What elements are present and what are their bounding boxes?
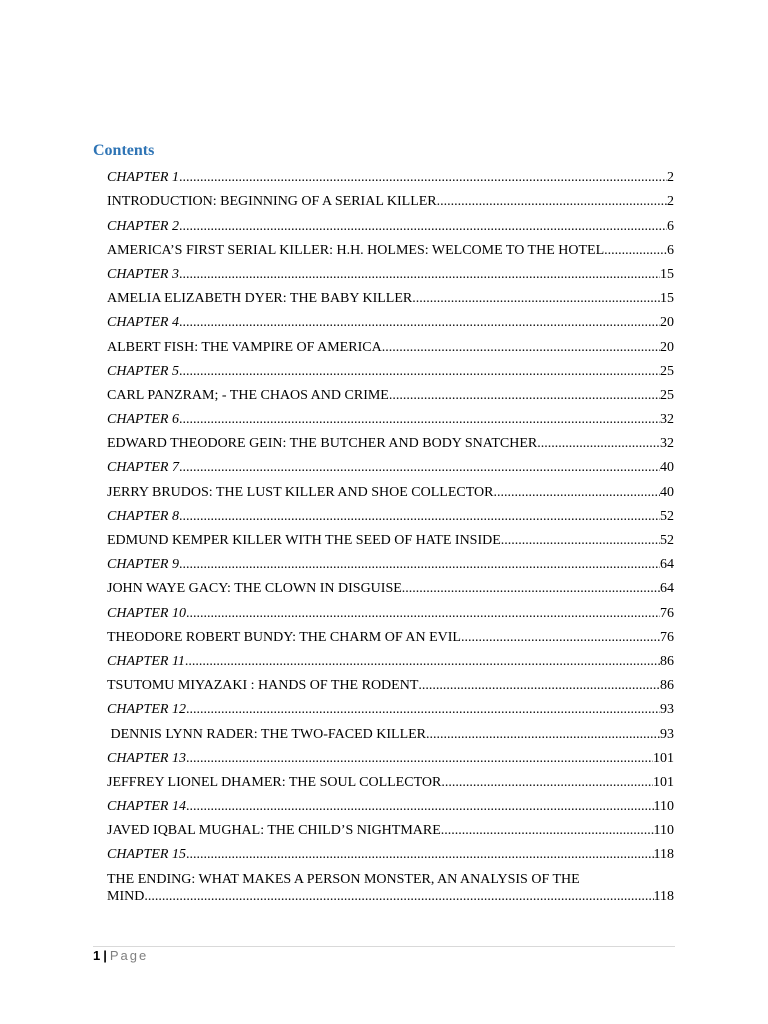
toc-leader-dots: [179, 170, 667, 186]
toc-leader-dots: [186, 799, 654, 815]
toc-leader-dots: [179, 315, 660, 331]
toc-entry-title: CHAPTER 4: [107, 315, 179, 331]
toc-entry-title: CARL PANZRAM; - THE CHAOS AND CRIME: [107, 387, 389, 403]
toc-leader-dots: [437, 194, 667, 210]
footer-page-number: 1: [93, 948, 101, 963]
toc-entry-title-line1: THE ENDING: WHAT MAKES A PERSON MONSTER, AN ANALYSIS OF THE: [107, 872, 580, 888]
toc-entry-page: 93: [660, 702, 674, 718]
toc-entry-title: AMERICA’S FIRST SERIAL KILLER: H.H. HOLMES: WELCOME TO THE HOTEL: [107, 242, 605, 258]
toc-entry-multiline[interactable]: [107, 863, 674, 905]
table-of-contents: [107, 162, 674, 905]
toc-entry[interactable]: [107, 646, 674, 670]
toc-entry[interactable]: [107, 501, 674, 525]
toc-entry-page: 32: [660, 412, 674, 428]
toc-entry[interactable]: [107, 694, 674, 718]
toc-entry-title: JEFFREY LIONEL DHAMER: THE SOUL COLLECTOR: [107, 774, 442, 790]
toc-entry-page: 86: [660, 678, 674, 694]
toc-entry-page: 101: [653, 750, 674, 766]
toc-entry[interactable]: [107, 791, 674, 815]
toc-entry-title: CHAPTER 3: [107, 266, 179, 282]
footer-separator: |: [103, 948, 107, 963]
toc-leader-dots: [186, 606, 660, 622]
toc-entry-page: 76: [660, 605, 674, 621]
toc-entry[interactable]: [107, 404, 674, 428]
toc-entry[interactable]: [107, 573, 674, 597]
toc-entry[interactable]: [107, 452, 674, 476]
toc-entry-title: CHAPTER 10: [107, 605, 186, 621]
toc-entry-title: JERRY BRUDOS: THE LUST KILLER AND SHOE COLLECTOR: [107, 484, 494, 500]
toc-entry[interactable]: [107, 815, 674, 839]
toc-leader-dots: [179, 509, 660, 525]
toc-entry[interactable]: [107, 476, 674, 500]
toc-entry-page: 25: [660, 363, 674, 379]
toc-entry-page: 15: [660, 291, 674, 307]
toc-leader-dots: [426, 727, 660, 743]
toc-entry-title: JAVED IQBAL MUGHAL: THE CHILD’S NIGHTMARE: [107, 823, 441, 839]
toc-entry-page: 118: [653, 889, 674, 905]
toc-entry-page: 118: [653, 847, 674, 863]
toc-entry[interactable]: [107, 597, 674, 621]
toc-leader-dots: [179, 364, 660, 380]
toc-entry[interactable]: [107, 235, 674, 259]
toc-entry[interactable]: [107, 767, 674, 791]
toc-entry[interactable]: [107, 210, 674, 234]
toc-entry[interactable]: [107, 307, 674, 331]
toc-entry-title: CHAPTER 13: [107, 750, 186, 766]
toc-entry-title: CHAPTER 1: [107, 170, 179, 186]
toc-entry[interactable]: [107, 380, 674, 404]
toc-entry-title: TSUTOMU MIYAZAKI : HANDS OF THE RODENT: [107, 678, 419, 694]
toc-entry-title: CHAPTER 12: [107, 702, 186, 718]
toc-entry-title-line2: MIND: [107, 889, 145, 905]
toc-leader-dots: [501, 533, 660, 549]
toc-entry-page: 25: [660, 387, 674, 403]
toc-entry[interactable]: [107, 428, 674, 452]
toc-entry-title: ALBERT FISH: THE VAMPIRE OF AMERICA: [107, 339, 382, 355]
toc-entry-page: 2: [667, 194, 674, 210]
toc-entry[interactable]: [107, 743, 674, 767]
toc-entry[interactable]: [107, 356, 674, 380]
toc-entry-title: DENNIS LYNN RADER: THE TWO-FACED KILLER: [107, 726, 427, 742]
toc-entry[interactable]: [107, 162, 674, 186]
toc-entry-title: CHAPTER 7: [107, 460, 179, 476]
toc-leader-dots: [144, 888, 653, 905]
toc-leader-dots: [382, 340, 660, 356]
toc-entry-page: 76: [660, 629, 674, 645]
toc-entry[interactable]: [107, 331, 674, 355]
toc-entry-title: AMELIA ELIZABETH DYER: THE BABY KILLER: [107, 291, 413, 307]
toc-entry-page: 2: [667, 170, 674, 186]
toc-leader-dots: [179, 412, 660, 428]
toc-entry-title: THEODORE ROBERT BUNDY: THE CHARM OF AN EVIL: [107, 629, 461, 645]
toc-leader-dots: [412, 291, 660, 307]
toc-leader-dots: [179, 460, 660, 476]
toc-entry-title: JOHN WAYE GACY: THE CLOWN IN DISGUISE: [107, 581, 402, 597]
toc-leader-dots: [389, 388, 660, 404]
toc-entry-title: CHAPTER 2: [107, 218, 179, 234]
toc-entry-page: 86: [660, 653, 674, 669]
toc-leader-dots: [493, 485, 660, 501]
page-footer: [93, 948, 148, 964]
toc-entry-title: CHAPTER 9: [107, 557, 179, 573]
toc-leader-dots: [185, 654, 660, 670]
toc-leader-dots: [179, 219, 667, 235]
toc-entry-title: EDMUND KEMPER KILLER WITH THE SEED OF HATE INSIDE: [107, 533, 501, 548]
toc-leader-dots: [441, 823, 654, 839]
toc-entry-page: 40: [660, 484, 674, 500]
toc-leader-dots: [179, 267, 660, 283]
toc-entry-title: CHAPTER 11: [107, 653, 185, 669]
toc-entry[interactable]: [107, 718, 674, 742]
toc-entry-page: 101: [653, 774, 674, 790]
toc-leader-dots: [186, 702, 660, 718]
toc-leader-dots: [418, 678, 660, 694]
toc-entry-page: 110: [653, 823, 674, 839]
toc-entry[interactable]: [107, 186, 674, 210]
toc-entry[interactable]: [107, 283, 674, 307]
toc-entry-page: 20: [660, 339, 674, 355]
toc-entry[interactable]: [107, 259, 674, 283]
toc-leader-dots: [441, 775, 653, 791]
toc-entry-title-line2-row: [107, 888, 674, 905]
toc-entry-title: CHAPTER 5: [107, 363, 179, 379]
toc-entry[interactable]: [107, 622, 674, 646]
toc-entry-title: INTRODUCTION: BEGINNING OF A SERIAL KILLER: [107, 194, 437, 210]
toc-leader-dots: [537, 436, 660, 452]
footer-divider: [93, 946, 675, 947]
toc-leader-dots: [186, 847, 654, 863]
toc-entry-page: 64: [660, 557, 674, 573]
toc-entry-page: 6: [667, 218, 674, 234]
contents-heading: Contents: [93, 142, 155, 159]
toc-entry-title: CHAPTER 15: [107, 847, 186, 863]
toc-entry-page: 20: [660, 315, 674, 331]
toc-leader-dots: [461, 630, 660, 646]
toc-leader-dots: [186, 751, 653, 767]
toc-entry-title: CHAPTER 14: [107, 799, 186, 815]
toc-entry-page: 15: [660, 266, 674, 282]
toc-entry-page: 93: [660, 726, 674, 742]
toc-entry-page: 52: [660, 508, 674, 524]
footer-page-label: Page: [109, 948, 149, 963]
toc-entry-page: 64: [660, 581, 674, 597]
toc-entry[interactable]: [107, 670, 674, 694]
toc-entry[interactable]: [107, 549, 674, 573]
toc-entry-page: 6: [667, 242, 674, 258]
toc-entry[interactable]: [107, 525, 674, 549]
toc-entry-page: 40: [660, 460, 674, 476]
toc-entry-title: CHAPTER 8: [107, 508, 179, 524]
toc-entry-title: EDWARD THEODORE GEIN: THE BUTCHER AND BODY SNATCHER: [107, 436, 538, 452]
toc-leader-dots: [604, 243, 667, 259]
toc-leader-dots: [179, 557, 660, 573]
toc-entry-page: 32: [660, 436, 674, 452]
toc-entry-title: CHAPTER 6: [107, 412, 179, 428]
toc-entry[interactable]: [107, 839, 674, 863]
toc-entry-page: 110: [653, 799, 674, 815]
toc-leader-dots: [402, 581, 660, 597]
toc-entry-page: 52: [660, 533, 674, 548]
